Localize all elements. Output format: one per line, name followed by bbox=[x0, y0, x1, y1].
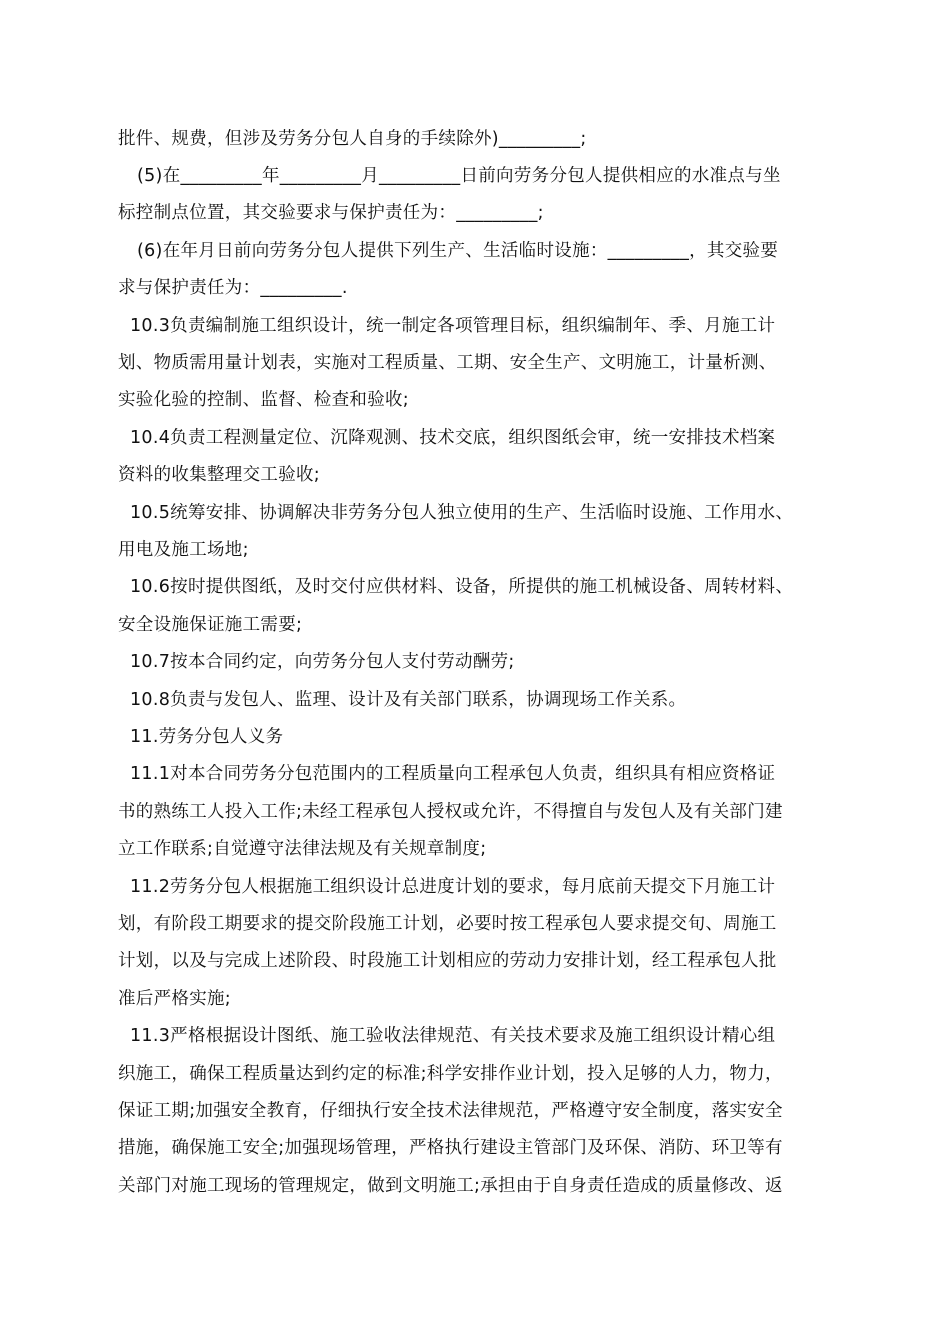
paragraph-line: 求与保护责任为：_________. bbox=[118, 278, 348, 298]
paragraph-line: 划，有阶段工期要求的提交阶段施工计划，必要时按工程承包人要求提交旬、周施工 bbox=[118, 914, 777, 934]
paragraph-line: 书的熟练工人投入工作;未经工程承包人授权或允许，不得擅自与发包人及有关部门建 bbox=[118, 802, 783, 822]
paragraph-line: 批件、规费，但涉及劳务分包人自身的手续除外)_________; bbox=[118, 129, 587, 149]
paragraph-line: 资料的收集整理交工验收; bbox=[118, 465, 320, 485]
paragraph-line: 10.7按本合同约定，向劳务分包人支付劳动酬劳; bbox=[130, 652, 515, 672]
paragraph-line: 准后严格实施; bbox=[118, 989, 231, 1009]
paragraph-line: 实验化验的控制、监督、检查和验收; bbox=[118, 390, 409, 410]
paragraph-line: 10.6按时提供图纸，及时交付应供材料、设备，所提供的施工机械设备、周转材料、 bbox=[130, 577, 794, 597]
paragraph-line: 措施，确保施工安全;加强现场管理，严格执行建设主管部门及环保、消防、环卫等有 bbox=[118, 1138, 783, 1158]
paragraph-line: 划、物质需用量计划表，实施对工程质量、工期、安全生产、文明施工，计量析测、 bbox=[118, 353, 777, 373]
paragraph-line: 10.3负责编制施工组织设计，统一制定各项管理目标，组织编制年、季、月施工计 bbox=[130, 316, 776, 336]
paragraph-line: 织施工，确保工程质量达到约定的标准;科学安排作业计划，投入足够的人力，物力， bbox=[118, 1064, 783, 1084]
paragraph-line: (6)在年月日前向劳务分包人提供下列生产、生活临时设施：_________，其交验要 bbox=[137, 241, 779, 261]
paragraph-line: 标控制点位置，其交验要求与保护责任为：_________; bbox=[118, 203, 544, 223]
paragraph-line: 保证工期;加强安全教育，仔细执行安全技术法律规范，严格遵守安全制度，落实安全 bbox=[118, 1101, 783, 1121]
paragraph-line: 10.4负责工程测量定位、沉降观测、技术交底，组织图纸会审，统一安排技术档案 bbox=[130, 428, 776, 448]
paragraph-line: (5)在_________年_________月_________日前向劳务分包人提供相应的水准点与坐 bbox=[137, 166, 781, 186]
paragraph-line: 11.3严格根据设计图纸、施工验收法律规范、有关技术要求及施工组织设计精心组 bbox=[130, 1026, 776, 1046]
paragraph-line: 用电及施工场地; bbox=[118, 540, 249, 560]
paragraph-line: 11.2劳务分包人根据施工组织设计总进度计划的要求，每月底前天提交下月施工计 bbox=[130, 877, 776, 897]
section-heading: 11.劳务分包人义务 bbox=[130, 727, 284, 747]
paragraph-line: 立工作联系;自觉遵守法律法规及有关规章制度; bbox=[118, 839, 487, 859]
paragraph-line: 计划，以及与完成上述阶段、时段施工计划相应的劳动力安排计划，经工程承包人批 bbox=[118, 951, 777, 971]
paragraph-line: 11.1对本合同劳务分包范围内的工程质量向工程承包人负责，组织具有相应资格证 bbox=[130, 764, 776, 784]
paragraph-line: 10.5统筹安排、协调解决非劳务分包人独立使用的生产、生活临时设施、工作用水、 bbox=[130, 503, 794, 523]
paragraph-line: 关部门对施工现场的管理规定，做到文明施工;承担由于自身责任造成的质量修改、返 bbox=[118, 1176, 783, 1196]
paragraph-line: 10.8负责与发包人、监理、设计及有关部门联系，协调现场工作关系。 bbox=[130, 690, 687, 710]
paragraph-line: 安全设施保证施工需要; bbox=[118, 615, 303, 635]
